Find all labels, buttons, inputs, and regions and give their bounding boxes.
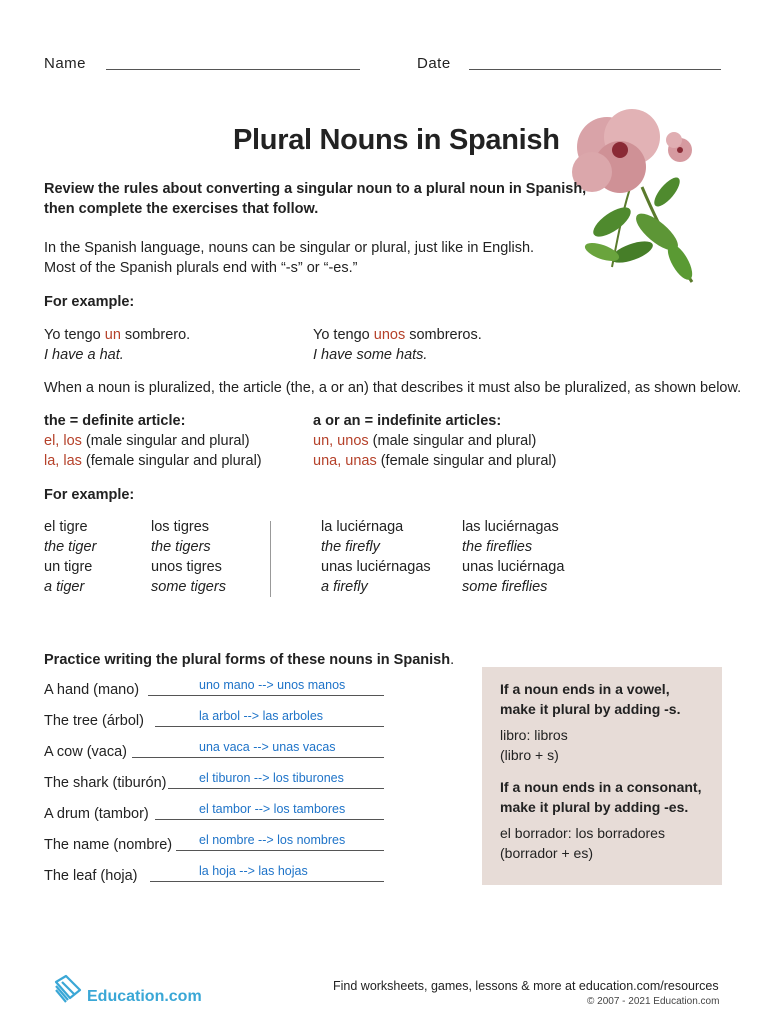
name-line[interactable] <box>106 69 360 70</box>
answer-field[interactable] <box>155 819 384 820</box>
consonant-rule-line-2: make it plural by adding -es. <box>500 799 689 815</box>
list-item: the fireflies <box>462 539 533 555</box>
page-title: Plural Nouns in Spanish <box>233 124 560 156</box>
example-heading-2: For example: <box>44 487 135 503</box>
practice-heading: Practice writing the plural forms of these nouns in Spanish. <box>44 652 455 668</box>
example-table-col-1 <box>44 517 96 597</box>
definite-female-line: la, las (female singular and plural) <box>44 453 262 469</box>
vowel-example-1: libro: libros <box>500 727 568 743</box>
list-item: unas luciérnaga <box>462 559 565 575</box>
practice-answer: el tiburon --> los tiburones <box>199 771 344 785</box>
practice-answer: la hoja --> las hojas <box>199 864 308 878</box>
practice-prompt: The shark (tiburón) <box>44 775 167 791</box>
footer-copyright: © 2007 - 2021 Education.com <box>587 996 720 1007</box>
definite-article-heading: the = definite article: <box>44 413 186 429</box>
footer-tagline: Find worksheets, games, lessons & more at education.com/resources <box>333 979 719 993</box>
practice-prompt: A hand (mano) <box>44 682 140 698</box>
date-line[interactable] <box>469 69 721 70</box>
list-item: el tigre <box>44 519 88 535</box>
intro-line-2: Most of the Spanish plurals end with “-s” or “-es.” <box>44 260 358 276</box>
name-label: Name <box>44 55 87 72</box>
example-left-sentence: Yo tengo un sombrero. <box>44 327 191 343</box>
answer-field[interactable] <box>168 788 384 789</box>
definite-male-line: el, los (male singular and plural) <box>44 433 250 449</box>
practice-answer: una vaca --> unas vacas <box>199 740 336 754</box>
practice-prompt: The leaf (hoja) <box>44 868 138 884</box>
column-divider <box>270 521 271 597</box>
consonant-example-1: el borrador: los borradores <box>500 825 665 841</box>
list-item: the tigers <box>151 539 211 555</box>
answer-field[interactable] <box>148 695 384 696</box>
list-item: the tiger <box>44 539 97 555</box>
practice-answer: el tambor --> los tambores <box>199 802 346 816</box>
practice-prompt: The name (nombre) <box>44 837 173 853</box>
list-item: the firefly <box>321 539 380 555</box>
plural-rules-box <box>482 667 722 885</box>
vowel-rule-line-1: If a noun ends in a vowel, <box>500 681 670 697</box>
practice-prompt: A drum (tambor) <box>44 806 149 822</box>
practice-answer: uno mano --> unos manos <box>199 678 346 692</box>
list-item: some tigers <box>151 579 226 595</box>
answer-field[interactable] <box>176 850 384 851</box>
example-heading-1: For example: <box>44 294 135 310</box>
article-note: When a noun is pluralized, the article (the, a or an) that describes it must also be pluralized, as shown below. <box>44 380 742 396</box>
indefinite-male-line: un, unos (male singular and plural) <box>313 433 537 449</box>
education-logo-text[interactable]: Education.com <box>87 988 202 1005</box>
example-left-translation: I have a hat. <box>44 347 124 363</box>
list-item: a firefly <box>321 579 368 595</box>
intro-bold-line-1: Review the rules about converting a singular noun to a plural noun in Spanish, <box>44 181 587 197</box>
intro-bold-line-2: then complete the exercises that follow. <box>44 201 319 217</box>
practice-prompt: The tree (árbol) <box>44 713 144 729</box>
practice-prompt: A cow (vaca) <box>44 744 127 760</box>
practice-answer: la arbol --> las arboles <box>199 709 324 723</box>
answer-field[interactable] <box>155 726 384 727</box>
list-item: un tigre <box>44 559 93 575</box>
answer-field[interactable] <box>150 881 384 882</box>
consonant-example-2: (borrador + es) <box>500 845 593 861</box>
education-logo-icon <box>52 972 84 1004</box>
list-item: some fireflies <box>462 579 548 595</box>
example-right-translation: I have some hats. <box>313 347 428 363</box>
example-table-col-4 <box>462 517 564 597</box>
vowel-example-2: (libro + s) <box>500 747 559 763</box>
vowel-rule-line-2: make it plural by adding -s. <box>500 701 681 717</box>
list-item: a tiger <box>44 579 85 595</box>
date-label: Date <box>417 55 451 72</box>
example-table-col-3 <box>321 517 431 597</box>
list-item: unas luciérnagas <box>321 559 431 575</box>
list-item: unos tigres <box>151 559 222 575</box>
list-item: las luciérnagas <box>462 519 559 535</box>
indefinite-article-heading: a or an = indefinite articles: <box>313 413 502 429</box>
practice-answer: el nombre --> los nombres <box>199 833 346 847</box>
answer-field[interactable] <box>132 757 384 758</box>
list-item: la luciérnaga <box>321 519 404 535</box>
example-right-sentence: Yo tengo unos sombreros. <box>313 327 482 343</box>
consonant-rule-line-1: If a noun ends in a consonant, <box>500 779 702 795</box>
list-item: los tigres <box>151 519 210 535</box>
example-table-col-2 <box>151 517 226 597</box>
indefinite-female-line: una, unas (female singular and plural) <box>313 453 557 469</box>
intro-line-1: In the Spanish language, nouns can be singular or plural, just like in English. <box>44 240 535 256</box>
